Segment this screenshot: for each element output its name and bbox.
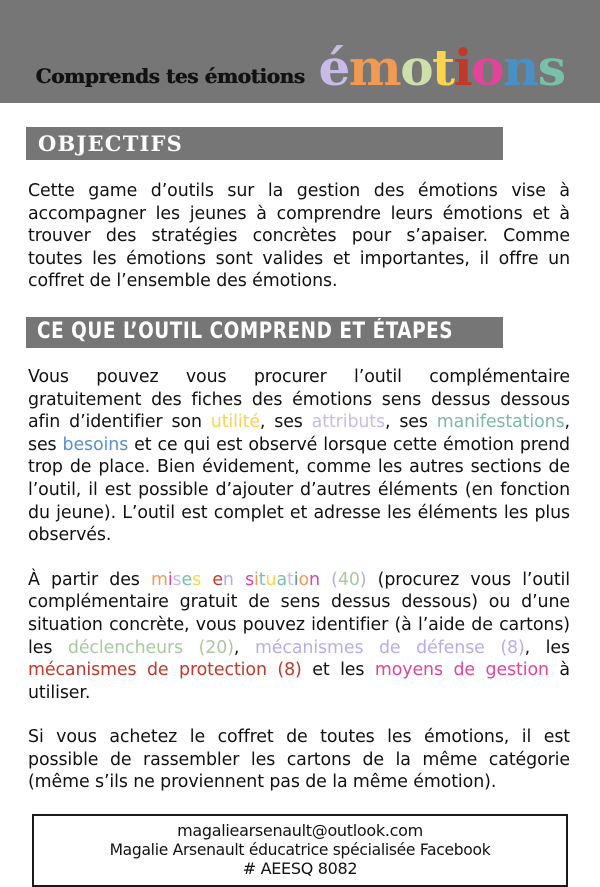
- keyword-mises-en-situation: mises en situation: [150, 569, 320, 590]
- section-header-etapes: [26, 317, 503, 348]
- p2-text-part6: à utiliser.: [28, 660, 570, 703]
- etapes-paragraph-3: Si vous achetez le coffret de toutes les émotions, il est possible de rassembler les cartons de la même catégorie (même s’ils ne proviennent pas de la même émotion).: [28, 727, 570, 793]
- p2-text-part3: ,: [233, 637, 255, 658]
- section-header-objectifs: [26, 127, 503, 160]
- keyword-mises-count: (40): [331, 569, 367, 590]
- logo-letter-0: é: [318, 38, 349, 97]
- p1-text-part1: Vous pouvez vous procurer l’outil complémentaire gratuitement des fiches des émotions sens dessus dessous afin d’identifier son: [28, 366, 570, 433]
- keyword-moyens-de-gestion: moyens de gestion: [374, 660, 549, 681]
- logo-letter-3: t: [432, 38, 454, 97]
- logo-letter-7: s: [537, 38, 565, 97]
- p2-text-part4: , les: [524, 637, 570, 658]
- logo-letter-1: m: [348, 38, 401, 97]
- logo-letter-2: o: [400, 38, 433, 97]
- keyword-besoins: besoins: [62, 434, 129, 455]
- keyword-mecanismes-protection: mécanismes de protection (8): [28, 660, 302, 681]
- keyword-declencheurs: déclencheurs (20): [67, 637, 234, 658]
- p1-text-part2: , ses: [259, 412, 312, 433]
- footer-reference: # AEESQ 8082: [242, 859, 358, 879]
- p1-text-part4: , ses: [28, 412, 570, 455]
- footer-credit: Magalie Arsenault éducatrice spécialisée Facebook: [109, 840, 491, 860]
- objectifs-body-text: Cette game d’outils sur la gestion des émotions vise à accompagner les jeunes à comprendre leurs émotions et à trouver des stratégies concrètes pour s’apaiser. Comme toutes les émotions sont valides et importantes, il offre un coffret de l’ensemble des émotions.: [28, 181, 570, 292]
- p2-text-part2: (procurez vous l’outil complémentaire gratuit de sens dessus dessous) ou d’une situation concrète, vous pouvez identifier (à l’aide de cartons) les: [28, 569, 571, 658]
- logo-letter-5: o: [471, 38, 504, 97]
- footer-email[interactable]: magaliearsenault@outlook.com: [177, 821, 423, 841]
- brand-row: [0, 38, 600, 97]
- brand-logo-emotions: [318, 38, 565, 97]
- footer-contact-box: [32, 814, 568, 887]
- logo-letter-4: i: [453, 38, 472, 97]
- brand-tagline: Comprends tes émotions: [35, 64, 305, 88]
- p2-text-part5: et les: [301, 660, 375, 681]
- section-title-etapes: CE QUE L’OUTIL COMPREND ET ÉTAPES: [37, 319, 454, 345]
- p1-text-part5: et ce qui est observé lorsque cette émotion prend trop de place. Bien évidement, comme les autres sections de l’outil, il est possible d’ajouter d’autres éléments (en fonction du jeune). L’outil est complet et adresse les éléments les plus observés.: [28, 434, 571, 546]
- keyword-mecanismes-defense: mécanismes de défense (8): [254, 637, 525, 658]
- page-content: [0, 103, 600, 887]
- p2-text-part1: À partir des: [28, 569, 151, 590]
- logo-letter-6: n: [503, 38, 538, 97]
- page-header-band: [0, 0, 600, 103]
- keyword-manifestations: manifestations: [436, 412, 565, 433]
- p1-text-part3: , ses: [385, 412, 437, 433]
- etapes-paragraph-2: [28, 569, 570, 705]
- keyword-utilite: utilité: [210, 412, 260, 433]
- section-title-objectifs: OBJECTIFS: [38, 131, 184, 156]
- etapes-paragraph-1: [28, 366, 570, 547]
- keyword-attributs: attributs: [311, 412, 385, 433]
